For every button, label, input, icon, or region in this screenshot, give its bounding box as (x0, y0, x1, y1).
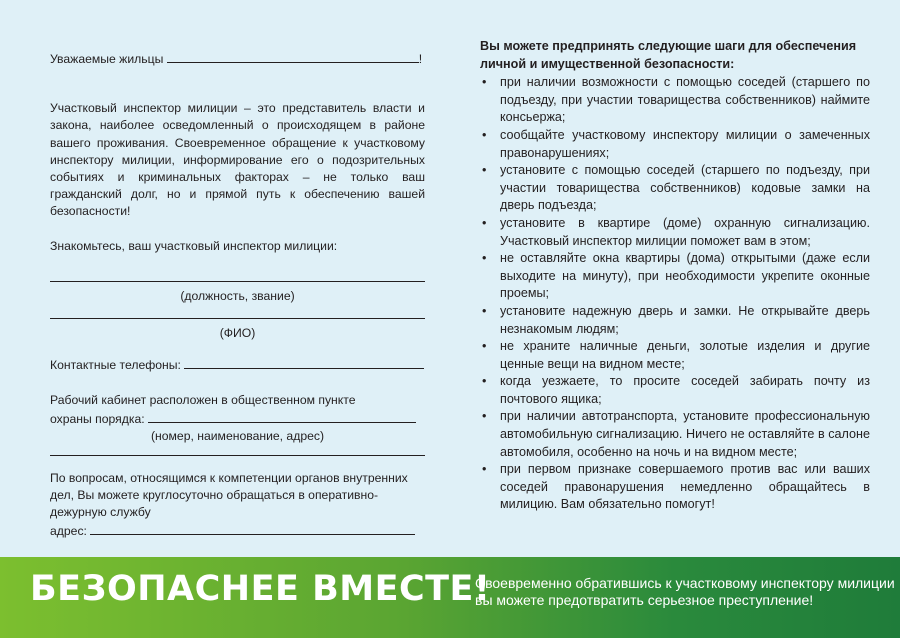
list-item: • при наличии автотранспорта, установите профессиональную автомобильную сигнализацию. Ничего не оставляйте в салоне автомобиля, особенно на ночь и на видном месте; (482, 409, 870, 459)
meet-text: Знакомьтесь, ваш участковый инспектор милиции: (50, 238, 338, 253)
duty-line-2: дел, Вы можете круглосуточно обращаться в оперативно- (50, 488, 379, 503)
list-item: • при первом признаке совершаемого против вас или ваших соседей правонарушения немедленно обращайтесь в милицию. Вам обязательно помогут! (482, 462, 870, 512)
office-extra-blank (50, 445, 425, 456)
list-item: • сообщайте участковому инспектору милиции о замеченных правонарушениях; (482, 127, 870, 160)
duty-line-1: По вопросам, относящимся к компетенции органов внутренних (50, 471, 408, 486)
tips-list (480, 74, 870, 514)
office-blank (148, 410, 416, 423)
address-line (50, 522, 425, 540)
bullet-icon: • (482, 127, 487, 142)
list-item: • не храните наличные деньги, золотые изделия и другие ценные вещи на видном месте; (482, 339, 870, 371)
banner-text: Своевременно обратившись к участковому инспектору милиции вы можете предотвратить серьезное преступление! (475, 575, 895, 608)
greeting-text: Уважаемые жильцы (50, 52, 164, 66)
phones-label: Контактные телефоны: (50, 358, 181, 373)
banner-title: БЕЗОПАСНЕЕ ВМЕСТЕ! (30, 569, 491, 609)
office-line-1: Рабочий кабинет расположен в общественном пункте (50, 393, 356, 408)
office-label: охраны порядка: (50, 411, 145, 426)
position-caption: (должность, звание) (180, 288, 295, 303)
name-caption: (ФИО) (219, 326, 256, 341)
bullet-icon: • (482, 215, 487, 230)
greeting-end: ! (418, 52, 423, 66)
list-item: • установите в квартире (доме) охранную сигнализацию. Участковый инспектор милиции поможет вам в этом; (482, 215, 870, 248)
bullet-icon: • (482, 462, 487, 477)
bullet-icon: • (482, 374, 487, 389)
list-item: • не оставляйте окна квартиры (дома) открытыми (даже если выходите на минуту), при необходимости укрепите оконные проемы; (482, 251, 870, 301)
greeting-line (50, 50, 425, 68)
bullet-icon: • (482, 163, 487, 178)
position-blank (50, 271, 425, 282)
list-item: • когда уезжаете, то просите соседей забирать почту из почтового ящика; (482, 374, 870, 406)
slogan-banner (0, 557, 900, 638)
bullet-icon: • (482, 409, 487, 424)
duty-line-3: дежурную службу (50, 505, 151, 520)
list-item: • установите с помощью соседей (старшего по подъезду, при участии товарищества собственников) кодовые замки на дверь подъезда; (482, 163, 870, 213)
address-label: адрес: (50, 523, 87, 538)
phones-blank (184, 356, 424, 369)
left-column (50, 50, 425, 589)
list-item: • установите надежную дверь и замки. Не открывайте дверь незнакомым людям; (482, 303, 870, 336)
office-line-2 (50, 410, 425, 428)
name-blank (50, 308, 425, 319)
tips-heading: Вы можете предпринять следующие шаги для обеспечения личной и имущественной безопасности: (480, 39, 857, 71)
phones-line (50, 356, 425, 374)
residents-blank (167, 50, 419, 63)
list-item: • при наличии возможности с помощью соседей (старшего по подъезду, при участии товарищества собственников) наймите консьержа; (482, 75, 870, 125)
intro-paragraph: Участковый инспектор милиции – это представитель власти и закона, наиболее осведомленный о происходящем в районе вашего проживания. Своевременное обращение к участковому инспектору милиции, информирование его о подозрительных событиях и криминальных факторах – не только ваш гражданский долг, но и прямой путь к обеспечению вашей безопасности! (50, 101, 425, 219)
right-column (480, 38, 870, 514)
bullet-icon: • (482, 75, 487, 90)
bullet-icon: • (482, 303, 487, 318)
bullet-icon: • (482, 339, 487, 354)
office-caption: (номер, наименование, адрес) (150, 428, 325, 443)
bullet-icon: • (482, 251, 487, 266)
address-blank (90, 522, 415, 535)
